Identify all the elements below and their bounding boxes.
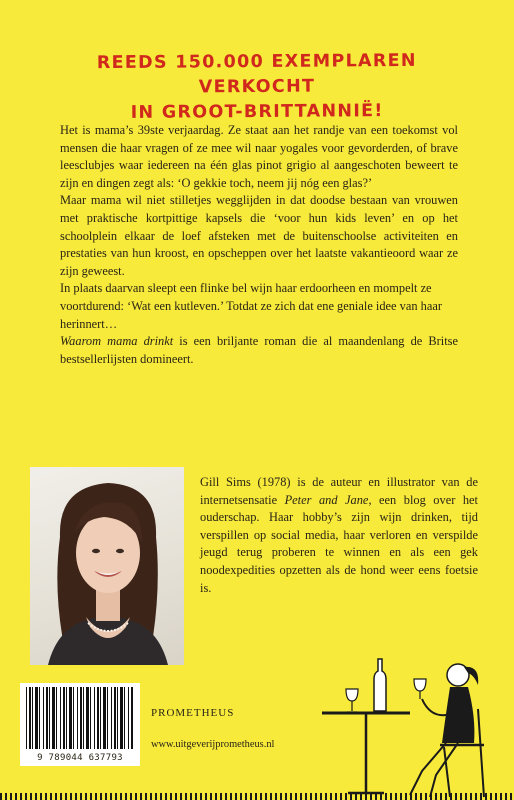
blurb-paragraph-3: In plaats daarvan sleept een flinke bel wijn haar erdoorheen en mompelt ze voortdurend: ‘Wat een kutleven.’ Totdat ze zich dat ene geniale idee van haar herinnert… [60,281,442,331]
blurb-paragraph-1: Het is mama’s 39ste verjaardag. Ze staat aan het randje van een toekomst vol mensen die haar vragen of ze mee wil naar yogales voor gevorderden, of brave leesclubjes waar iedereen na één glas pinot grigio al aangeschoten beweert te zijn en dingen zegt als: ‘O gekkie toch, neem jij nóg een glas?’ [60,123,458,190]
headline [40,48,475,126]
blurb-paragraph-4 [60,333,458,368]
publisher-logo: PROMETHEUS [151,707,235,719]
publisher [151,707,291,750]
author-bio [200,474,478,597]
barcode-bars [26,687,134,749]
headline-line-2: IN GROOT-BRITTANNIË! [130,101,384,123]
publisher-url[interactable]: www.uitgeverijprometheus.nl [151,739,275,750]
headline-line-1: REEDS 150.000 EXEMPLAREN VERKOCHT [96,50,417,98]
bio-text-1: Gill Sims (1978) is de auteur en illustrator van de internetsensatie [200,475,478,507]
author-photo [30,467,184,665]
barcode [20,683,140,766]
blurb-paragraph-2: Maar mama wil niet stilletjes wegglijden in dat doodse bestaan van vrouwen met praktische kortpittige kapsels die ‘voor hun kids leven’ en op het schoolplein elkaar de loef afsteken met de buitenschoolse activiteiten en prestaties van hun kroost, en opscheppen over het laatste vakantieoord waar ze zijn geweest. [60,193,458,278]
ground-pattern [0,793,514,800]
isbn-number: 9 789044 637793 [37,753,123,763]
woman-with-wine-illustration [318,617,514,800]
blog-title: Peter and Jane [284,492,369,507]
blurb-paragraph-4-text: is een briljante roman die al maandenlang de Britse bestsellerlijsten domineert. [60,334,458,366]
bio-text-2: , een blog over het ouderschap. Haar hobby’s zijn wijn drinken, tijd verspillen op social media, haar verloren en verspilde jeugd terug proberen te winnen en als een gek noodexpedities opzetten als de hond weer eens foetsie is. [200,492,478,595]
blurb [60,122,458,368]
book-title: Waarom mama drinkt [60,334,174,349]
